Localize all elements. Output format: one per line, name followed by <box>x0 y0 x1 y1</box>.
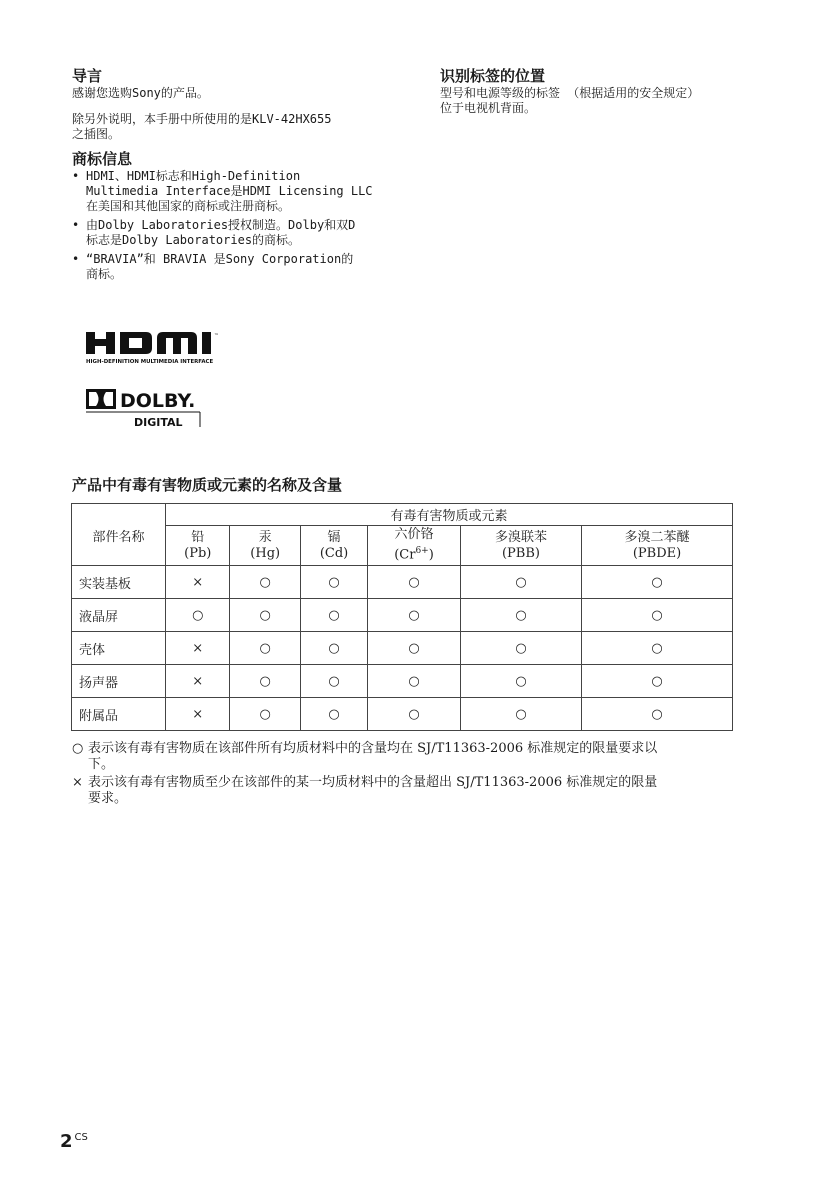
column-symbol: (Pb) <box>184 545 212 561</box>
value-cell: ○ <box>230 566 300 599</box>
value-cell: × <box>166 665 230 698</box>
intro-heading: 导言 <box>72 67 103 85</box>
left-column <box>72 66 402 286</box>
column-symbol: (PBDE) <box>632 545 682 561</box>
value-cell: ○ <box>582 566 733 599</box>
value-cell: ○ <box>230 665 300 698</box>
part-name-cell: 壳体 <box>72 632 166 665</box>
cross-symbol: × <box>72 775 83 790</box>
value-cell: ○ <box>582 632 733 665</box>
column-header-pbb <box>460 526 581 566</box>
value-cell: ○ <box>460 665 581 698</box>
value-cell: ○ <box>368 632 461 665</box>
part-name-cell: 液晶屏 <box>72 599 166 632</box>
part-name-cell: 实装基板 <box>72 566 166 599</box>
table-notes <box>72 741 742 809</box>
bullet: • <box>72 169 80 183</box>
trademark-heading: 商标信息 <box>72 150 133 168</box>
table-row <box>72 566 733 599</box>
trademark-text: Multimedia Interface是HDMI Licensing LLC <box>86 184 373 198</box>
value-cell: × <box>166 632 230 665</box>
column-name: 六价铬 <box>394 527 434 543</box>
bullet: • <box>72 218 80 232</box>
value-cell: ○ <box>300 632 367 665</box>
trademark-text: HDMI、HDMI标志和High-Definition <box>86 169 301 183</box>
value-cell: × <box>166 698 230 731</box>
value-cell: ○ <box>368 566 461 599</box>
value-cell: ○ <box>300 599 367 632</box>
value-cell: ○ <box>368 599 461 632</box>
trademark-item-bravia <box>72 252 402 282</box>
value-cell: ○ <box>582 599 733 632</box>
trademark-item-hdmi <box>72 169 402 214</box>
label-line2: 位于电视机背面。 <box>440 101 537 115</box>
dolby-wordmark: DOLBY. <box>120 390 196 412</box>
trademark-text: 商标。 <box>86 267 123 281</box>
value-cell: ○ <box>460 632 581 665</box>
note-text: 要求。 <box>88 791 128 806</box>
note-text: 表示该有毒有害物质在该部件所有均质材料中的含量均在 SJ/T11363-2006 标准规定的限量要求以 <box>88 741 658 756</box>
part-name-cell: 附属品 <box>72 698 166 731</box>
column-name: 多溴二苯醚 <box>624 529 690 545</box>
column-name: 汞 <box>258 529 272 545</box>
table-row <box>72 665 733 698</box>
column-header-cr6 <box>368 526 461 566</box>
intro-line1: 感谢您选购Sony的产品。 <box>72 86 209 100</box>
page-number-value: 2 <box>60 1131 73 1152</box>
hazard-table-title: 产品中有毒有害物质或元素的名称及含量 <box>72 476 343 494</box>
right-column <box>440 66 780 116</box>
circle-symbol: ○ <box>72 741 84 756</box>
column-symbol: (Cd) <box>319 545 349 561</box>
label-line1: 型号和电源等级的标签 （根据适用的安全规定） <box>440 86 700 100</box>
value-cell: ○ <box>166 599 230 632</box>
value-cell: ○ <box>300 566 367 599</box>
value-cell: ○ <box>368 665 461 698</box>
trademark-text: 由Dolby Laboratories授权制造。Dolby和双D <box>86 218 356 232</box>
column-symbol: (PBB) <box>501 545 540 561</box>
value-cell: ○ <box>582 665 733 698</box>
trademark-text: 标志是Dolby Laboratories的商标。 <box>86 233 301 247</box>
value-cell: ○ <box>230 599 300 632</box>
column-name: 多溴联苯 <box>494 529 547 545</box>
trademark-list <box>72 169 402 282</box>
value-cell: × <box>166 566 230 599</box>
note-cross <box>72 775 742 807</box>
bullet: • <box>72 252 80 266</box>
hdmi-tm: ™ <box>214 333 219 339</box>
column-header-pbde <box>582 526 733 566</box>
substance-group-header: 有毒有害物质或元素 <box>166 504 733 526</box>
value-cell: ○ <box>460 566 581 599</box>
trademark-text: 在美国和其他国家的商标或注册商标。 <box>86 199 291 213</box>
value-cell: ○ <box>368 698 461 731</box>
page-number <box>60 1131 88 1152</box>
note-text: 下。 <box>88 757 115 772</box>
column-header-cd <box>300 526 367 566</box>
column-symbol: (Hg) <box>250 545 281 561</box>
value-cell: ○ <box>230 698 300 731</box>
part-name-cell: 扬声器 <box>72 665 166 698</box>
column-symbol: $(Cr^{6+})$ <box>394 546 434 563</box>
value-cell: ○ <box>300 698 367 731</box>
value-cell: ○ <box>300 665 367 698</box>
note-circle <box>72 741 742 773</box>
value-cell: ○ <box>582 698 733 731</box>
dolby-digital: DIGITAL <box>134 416 183 429</box>
column-header-hg <box>230 526 300 566</box>
note-text: 表示该有毒有害物质至少在该部件的某一均质材料中的含量超出 SJ/T11363-2006 标准规定的限量 <box>88 775 658 790</box>
trademark-text: “BRAVIA”和 BRAVIA 是Sony Corporation的 <box>86 252 354 266</box>
hdmi-logo <box>86 330 236 370</box>
table-row <box>72 632 733 665</box>
page-language-suffix: CS <box>74 1132 88 1143</box>
trademark-item-dolby <box>72 218 402 248</box>
table-row <box>72 599 733 632</box>
table-row <box>72 698 733 731</box>
column-name: 镉 <box>327 529 341 545</box>
intro-line2b: 之插图。 <box>72 127 121 141</box>
value-cell: ○ <box>460 599 581 632</box>
hdmi-subtitle: HIGH-DEFINITION MULTIMEDIA INTERFACE <box>86 359 214 365</box>
value-cell: ○ <box>230 632 300 665</box>
hazard-table <box>71 503 733 731</box>
value-cell: ○ <box>460 698 581 731</box>
part-name-header: 部件名称 <box>72 504 166 566</box>
label-heading: 识别标签的位置 <box>440 67 546 85</box>
intro-line2a: 除另外说明，本手册中所使用的是KLV-42HX655 <box>72 112 332 126</box>
column-name: 铅 <box>191 529 205 545</box>
dolby-logo <box>86 387 216 431</box>
column-header-pb <box>166 526 230 566</box>
